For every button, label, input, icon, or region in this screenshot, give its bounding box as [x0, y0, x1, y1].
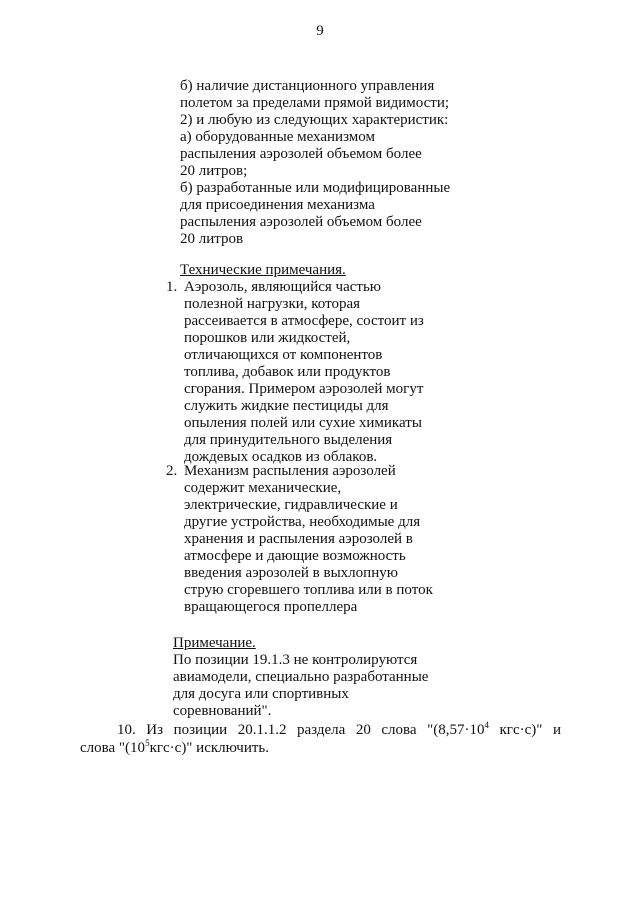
text-line: атмосфере и дающие возможность [184, 548, 406, 564]
text-line: содержит механические, [184, 480, 342, 496]
text-part: слова "(10 [80, 740, 146, 756]
text-line: топлива, добавок или продуктов [184, 364, 391, 380]
word: Из [146, 722, 164, 738]
exponent: 5 [145, 738, 150, 748]
text-line: другие устройства, необходимые для [184, 514, 421, 530]
tech-note-1 [184, 279, 424, 466]
exponent: 4 [484, 720, 489, 730]
paragraph-10-line-1 [117, 722, 561, 739]
tech-note-2-number: 2. [166, 463, 178, 479]
text-line: для принудительного выделения [184, 432, 393, 448]
text-line: рассеивается в атмосфере, состоит из [184, 313, 424, 329]
note-body [173, 652, 428, 720]
word: "(8,57·10 [427, 722, 485, 738]
tech-note-1-number: 1. [166, 279, 178, 295]
tech-note-2 [184, 463, 433, 616]
text-line: опыления полей или сухие химикаты [184, 415, 422, 431]
text-line: отличающихся от компонентов [184, 347, 383, 363]
text-line: 20 литров [180, 231, 244, 247]
word-with-exponent [427, 722, 489, 739]
text-line: распыления аэрозолей объемом более [180, 214, 422, 230]
text-line: 20 литров; [180, 163, 248, 179]
text-line: вращающегося пропеллера [184, 599, 358, 615]
text-line: сгорания. Примером аэрозолей могут [184, 381, 424, 397]
text-line: Аэрозоль, являющийся частью [184, 279, 381, 295]
text-line: авиамодели, специально разработанные [173, 669, 429, 685]
word: и [552, 722, 561, 738]
text-line: соревнований". [173, 703, 272, 719]
text-line: для присоединения механизма [180, 197, 375, 213]
text-line: порошков или жидкостей, [184, 330, 351, 346]
word: раздела [297, 722, 346, 738]
characteristics-block [180, 78, 450, 248]
word: 20.1.1.2 [237, 722, 287, 738]
text-line: По позиции 19.1.3 не контролируются [173, 652, 418, 668]
page-number: 9 [316, 23, 324, 39]
text-line: полетом за пределами прямой видимости; [180, 95, 450, 111]
text-line: Механизм распыления аэрозолей [184, 463, 396, 479]
text-line: электрические, гидравлические и [184, 497, 398, 513]
text-line: хранения и распыления аэрозолей в [184, 531, 413, 547]
text-line: струю сгоревшего топлива или в поток [184, 582, 433, 598]
text-line: дождевых осадков из облаков. [184, 449, 378, 465]
tech-notes-heading: Технические примечания. [180, 262, 346, 278]
word: 20 [355, 722, 371, 738]
word: позиции [173, 722, 228, 738]
text-line: распыления аэрозолей объемом более [180, 146, 422, 162]
word: слова [381, 722, 417, 738]
text-line: б) разработанные или модифицированные [180, 180, 451, 196]
word: 10. [117, 722, 136, 738]
text-line: для досуга или спортивных [173, 686, 349, 702]
text-line: б) наличие дистанционного управления [180, 78, 435, 94]
text-part: кгс·с)" исключить. [149, 740, 269, 756]
text-line: а) оборудованные механизмом [180, 129, 375, 145]
word: кгс·с)" [499, 722, 543, 738]
text-line: 2) и любую из следующих характеристик: [180, 112, 449, 128]
text-line: полезной нагрузки, которая [184, 296, 361, 312]
text-line: введения аэрозолей в выхлопную [184, 565, 398, 581]
note-heading: Примечание. [173, 635, 256, 651]
paragraph-10-line-2 [80, 740, 269, 757]
text-line: служить жидкие пестициды для [184, 398, 389, 414]
